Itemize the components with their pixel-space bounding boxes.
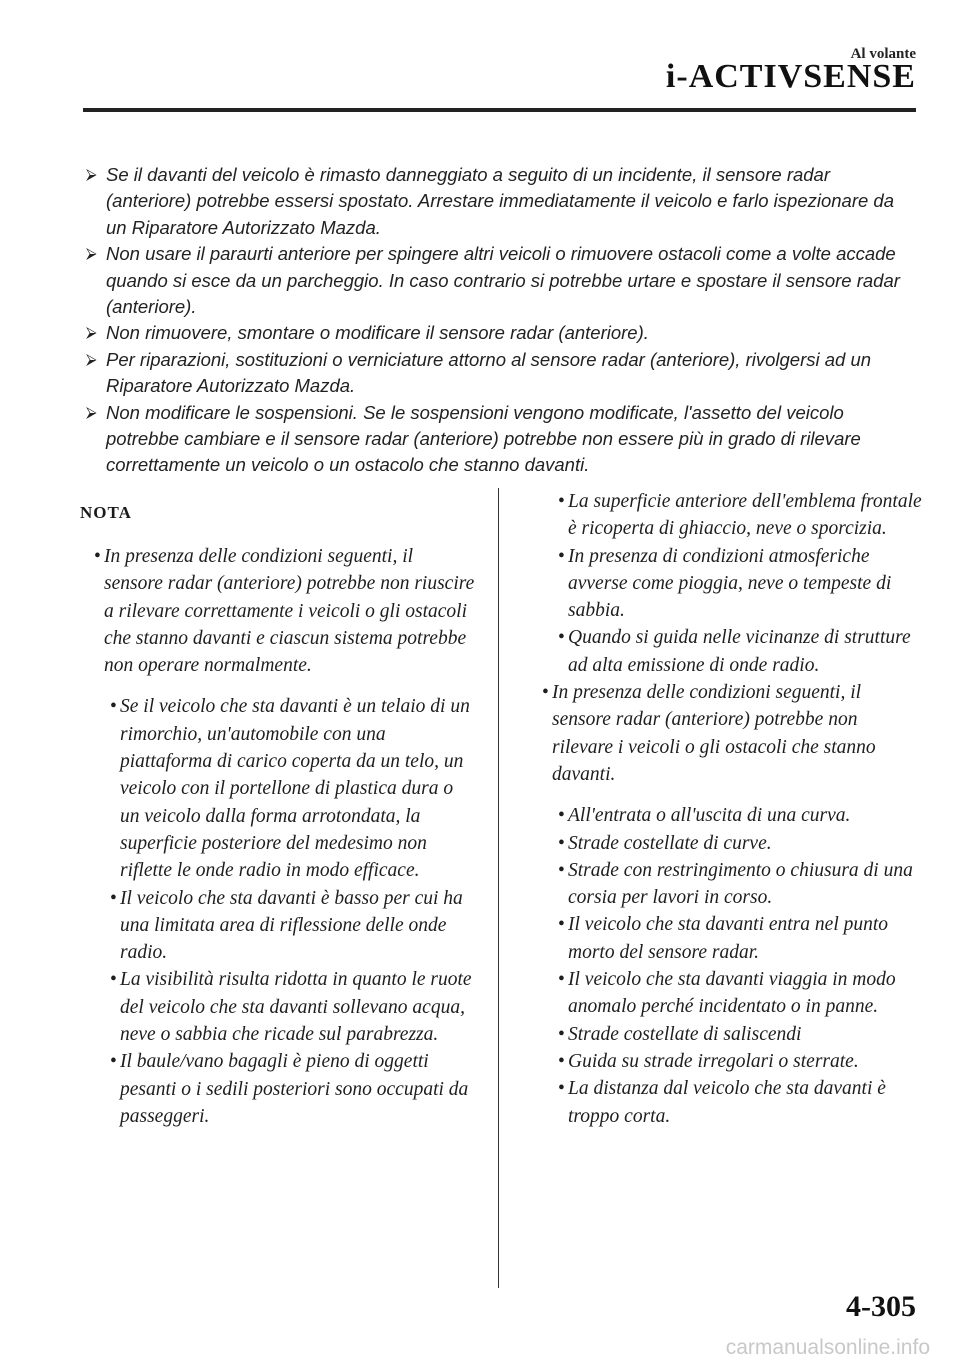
warning-item — [86, 241, 918, 320]
list-item-text: Il baule/vano bagagli è pieno di oggetti pesanti o i sedili posteriori sono occupati da passeggeri. — [120, 1051, 469, 1127]
page-number: 4-305 — [846, 1290, 916, 1323]
bullet-icon: • — [542, 682, 549, 704]
warning-text: Non modificare le sospensioni. Se le sospensioni vengono modificate, l'assetto del veicolo potrebbe cambiare e il sensore radar (anteriore) potrebbe non essere più in grado di rilevare correttamente un veicolo o un ostacolo che stanno davanti. — [106, 401, 861, 476]
list-item — [80, 885, 475, 967]
list-item — [528, 966, 923, 1021]
column-divider — [498, 488, 499, 1288]
warning-item — [86, 320, 918, 346]
warning-item — [86, 347, 918, 400]
bullet-icon: • — [558, 969, 565, 991]
list-item — [80, 966, 475, 1048]
list-item — [528, 488, 923, 543]
bullet-icon: • — [110, 696, 117, 718]
list-item — [528, 1075, 923, 1130]
watermark: carmanualsonline.info — [725, 1336, 930, 1359]
list-item-text: Il veicolo che sta davanti è basso per cui ha una limitata area di riflessione delle onde radio. — [120, 887, 463, 964]
bullet-icon: • — [110, 969, 117, 991]
list-item-text: Strade costellate di curve. — [568, 832, 772, 854]
warning-text: Per riparazioni, sostituzioni o verniciature attorno al sensore radar (anteriore), rivolgersi ad un Riparatore Autorizzato Mazda. — [106, 348, 872, 397]
list-item-text: Se il veicolo che sta davanti è un telaio di un rimorchio, un'automobile con una piattaforma di carico coperta da un telo, un veicolo con il portellone di plastica dura o un veicolo dalla forma arrotondata, la superficie posteriore del medesimo non riflette le onde radio in modo efficace. — [120, 696, 470, 882]
list-item — [528, 1048, 923, 1075]
list-item-text: La distanza dal veicolo che sta davanti è troppo corta. — [568, 1078, 886, 1127]
bullet-icon: • — [558, 491, 565, 512]
nota-intro — [80, 543, 475, 679]
warning-text: Non rimuovere, smontare o modificare il sensore radar (anteriore). — [106, 322, 649, 344]
arrow-bullet-icon: ⮚ — [86, 245, 97, 263]
header-divider — [83, 108, 916, 112]
list-item-text: Il veicolo che sta davanti viaggia in modo anomalo perché incidentato o in panne. — [568, 969, 896, 1018]
arrow-bullet-icon: ⮚ — [86, 350, 97, 368]
list-item-text: Strade costellate di saliscendi — [568, 1023, 802, 1045]
list-item — [528, 857, 923, 912]
nota-intro-text: In presenza delle condizioni seguenti, il sensore radar (anteriore) potrebbe non riuscire a rilevare correttamente i veicoli o gli ostacoli che stanno davanti e ciascun sistema potrebbe non operare normalmente. — [104, 546, 475, 677]
list-item — [80, 693, 475, 884]
bullet-icon: • — [558, 805, 565, 827]
bullet-icon: • — [558, 545, 565, 567]
arrow-bullet-icon: ⮚ — [86, 166, 97, 183]
bullet-icon: • — [110, 1051, 117, 1073]
bullet-icon: • — [558, 627, 565, 649]
nota-heading: NOTA — [80, 503, 132, 522]
nota-left-column — [80, 503, 475, 1130]
list-item-text: All'entrata o all'uscita di una curva. — [568, 805, 851, 827]
list-item — [80, 1048, 475, 1130]
list-item-text: Strade con restringimento o chiusura di una corsia per lavori in corso. — [568, 859, 913, 909]
list-item — [528, 911, 923, 966]
bullet-icon: • — [94, 546, 101, 567]
nota-right-column — [528, 488, 923, 1130]
list-item-text: In presenza di condizioni atmosferiche avverse come pioggia, neve o tempeste di sabbia. — [568, 545, 892, 622]
bullet-icon: • — [558, 1023, 565, 1045]
nota-intro — [528, 679, 923, 788]
warning-item — [86, 400, 918, 479]
section-label: Al volante — [850, 46, 916, 62]
arrow-bullet-icon: ⮚ — [86, 403, 97, 421]
list-item — [528, 624, 923, 679]
warning-text: Se il davanti del veicolo è rimasto danneggiato a seguito di un incidente, il sensore radar (anteriore) potrebbe essersi spostato. Arrestare immediatamente il veicolo e farlo ispezionare da un Riparatore Autorizzato Mazda. — [106, 164, 895, 238]
list-item — [528, 543, 923, 625]
warning-list — [86, 162, 918, 479]
warning-item — [86, 162, 918, 241]
bullet-icon: • — [558, 914, 565, 936]
bullet-icon: • — [110, 887, 117, 909]
bullet-icon: • — [558, 1078, 565, 1100]
bullet-icon: • — [558, 1050, 565, 1072]
page-title: i-ACTIVSENSE — [665, 58, 916, 95]
list-item-text: La visibilità risulta ridotta in quanto le ruote del veicolo che sta davanti sollevano acqua, neve o sabbia che ricade sul parabrezza. — [120, 969, 472, 1046]
list-item-text: Quando si guida nelle vicinanze di strutture ad alta emissione di onde radio. — [568, 627, 911, 676]
list-item-text: Il veicolo che sta davanti entra nel punto morto del sensore radar. — [568, 914, 889, 963]
list-item-text: La superficie anteriore dell'emblema frontale è ricoperta di ghiaccio, neve o sporcizia. — [568, 491, 922, 540]
bullet-icon: • — [558, 859, 565, 881]
bullet-icon: • — [558, 832, 565, 854]
nota-intro-text: In presenza delle condizioni seguenti, il sensore radar (anteriore) potrebbe non rilevare i veicoli o gli ostacoli che stanno davanti. — [552, 682, 876, 785]
arrow-bullet-icon: ⮚ — [86, 324, 97, 342]
list-item — [528, 1021, 923, 1048]
warning-text: Non usare il paraurti anteriore per spingere altri veicoli o rimuovere ostacoli come a volte accade quando si esce da un parcheggio. In caso contrario si potrebbe urtare e spostare il sensore radar (anteriore). — [106, 243, 900, 318]
list-item-text: Guida su strade irregolari o sterrate. — [568, 1050, 859, 1072]
list-item — [528, 830, 923, 857]
list-item — [528, 802, 923, 829]
